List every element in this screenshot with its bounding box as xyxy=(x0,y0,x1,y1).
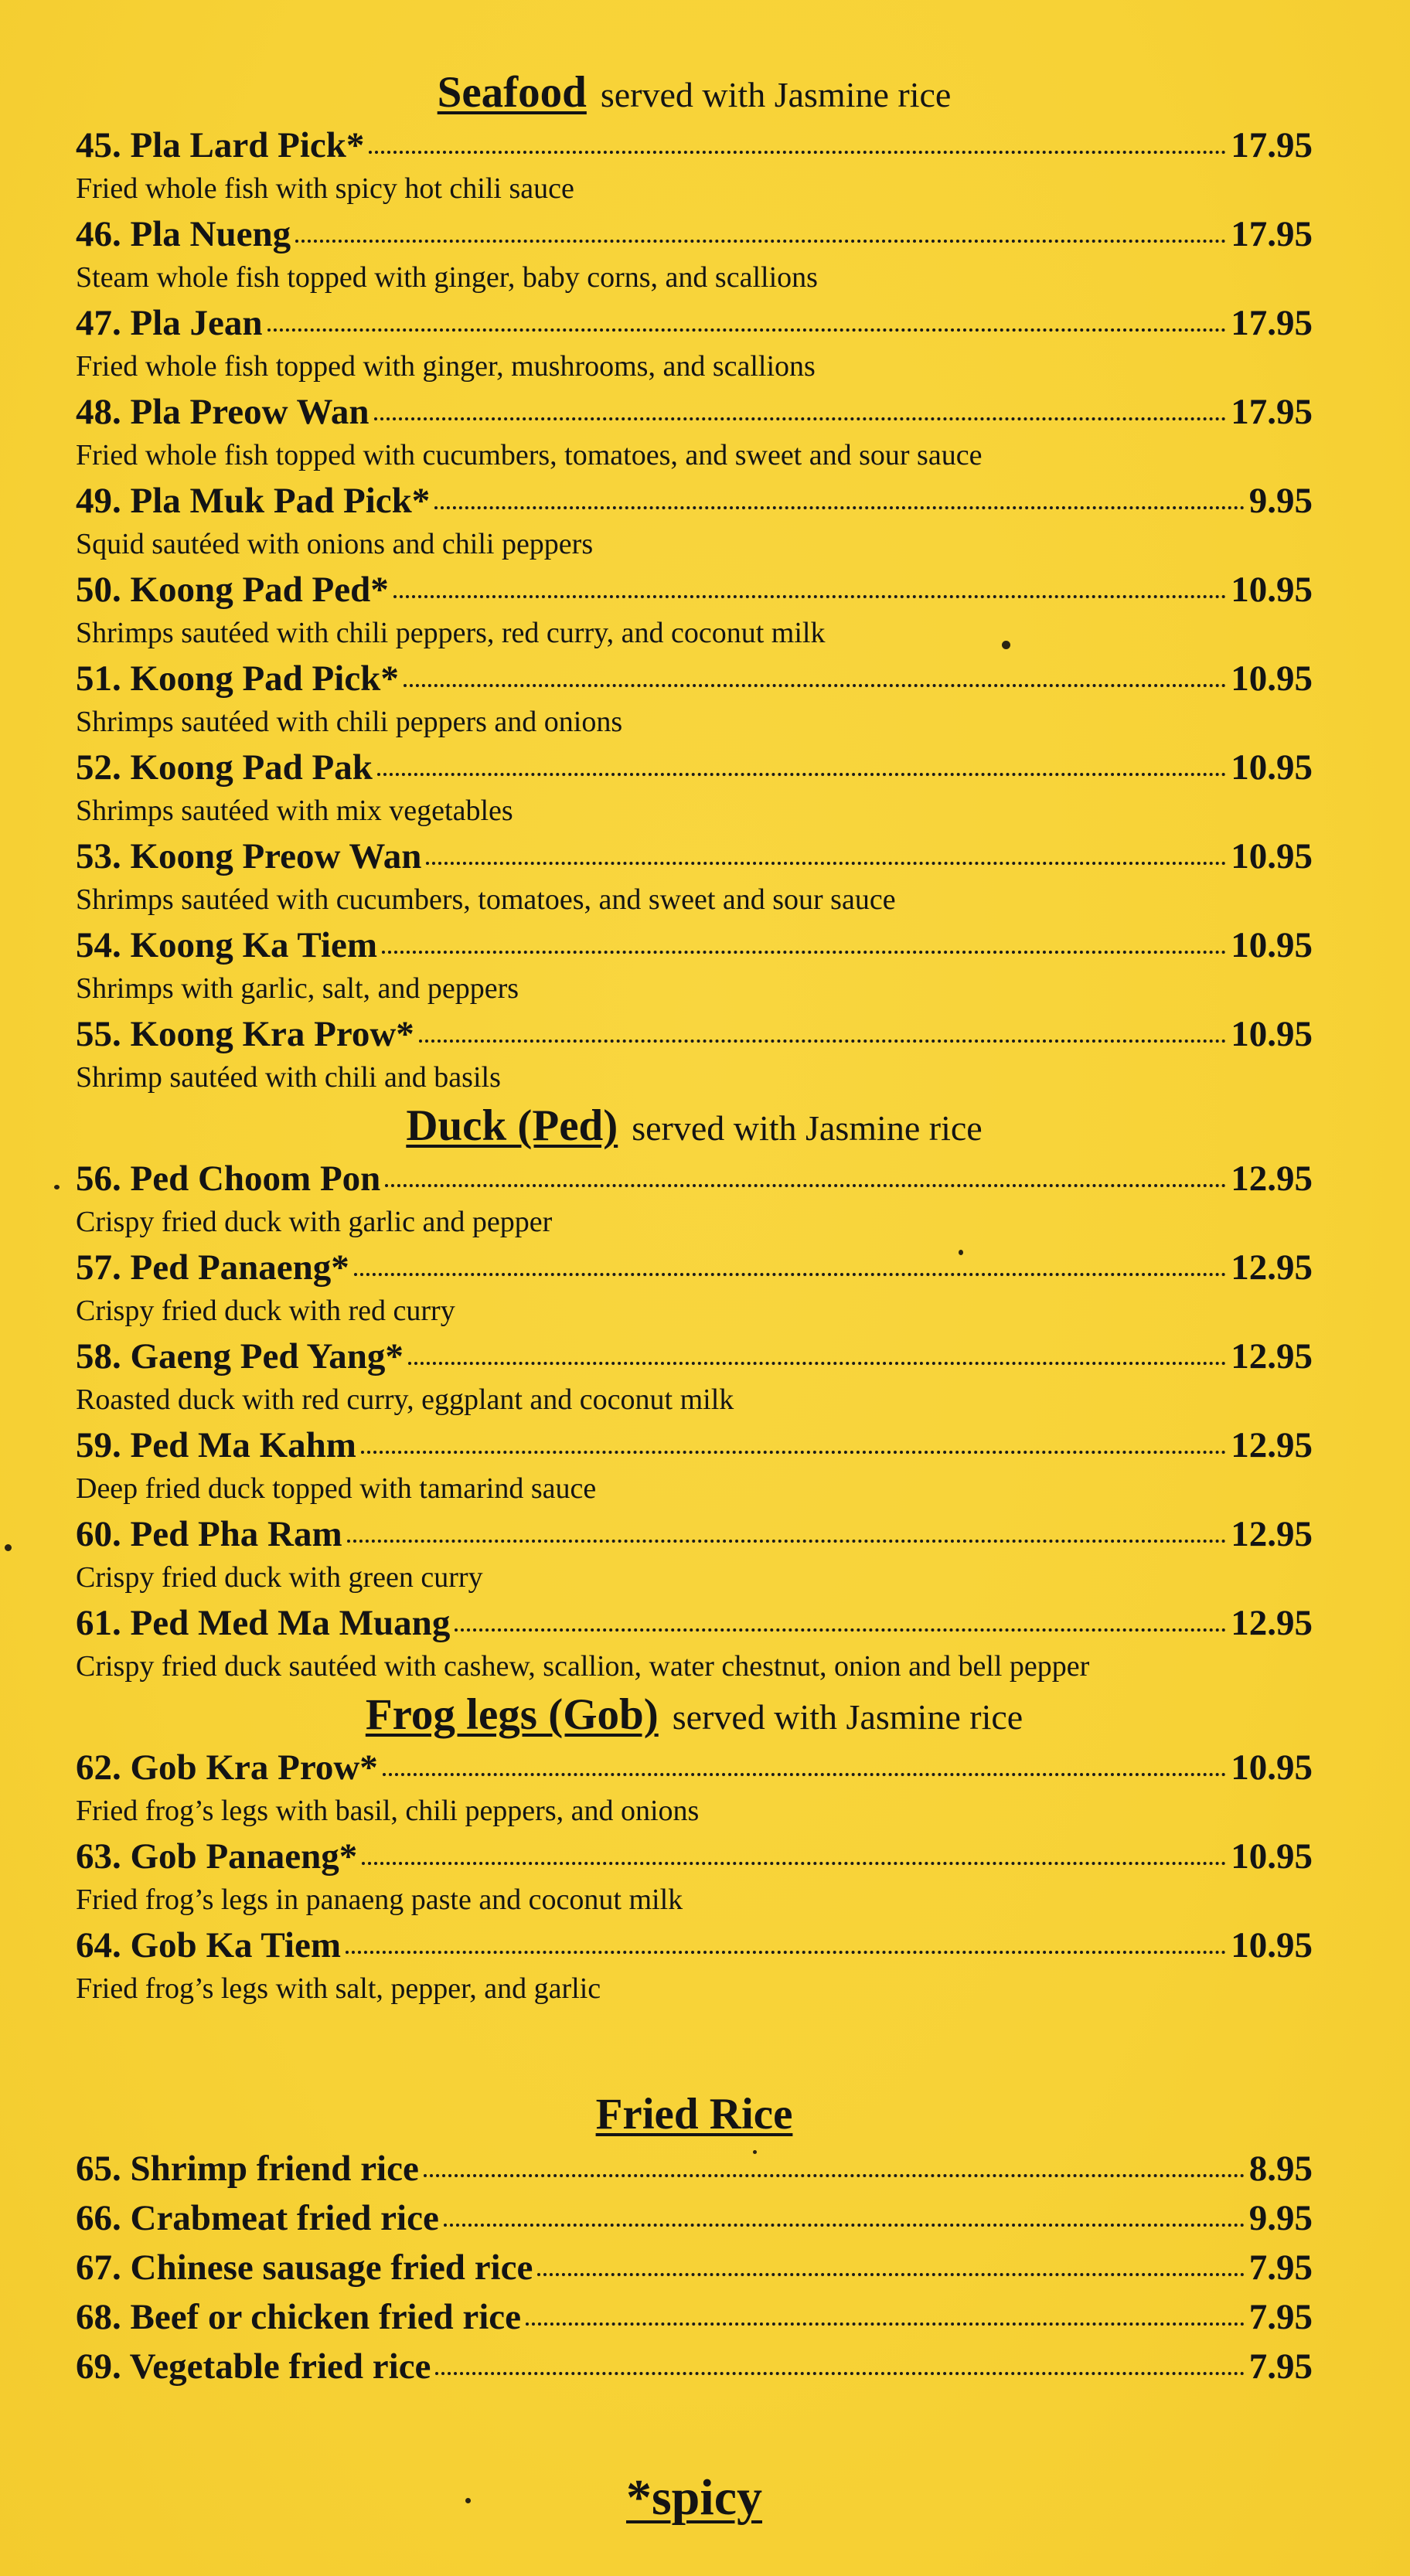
menu-item xyxy=(76,1743,1313,1832)
item-name: 52. Koong Pad Pak xyxy=(76,747,373,788)
item-price: 12.95 xyxy=(1231,1514,1313,1554)
item-price: 12.95 xyxy=(1231,1336,1313,1376)
item-name: 48. Pla Preow Wan xyxy=(76,392,370,432)
dot-leader xyxy=(424,2173,1245,2177)
item-name: 68. Beef or chicken fried rice xyxy=(76,2297,522,2337)
dot-leader xyxy=(346,1950,1226,1954)
menu-item xyxy=(76,1832,1313,1921)
item-price: 7.95 xyxy=(1248,2297,1313,2337)
menu-item xyxy=(76,2243,1313,2292)
menu-content xyxy=(76,65,1313,2527)
item-description: Fried whole fish topped with cucumbers, tomatoes, and sweet and sour sauce xyxy=(76,439,983,471)
menu-item xyxy=(76,1154,1313,1243)
menu-item xyxy=(76,2292,1313,2342)
item-name: 66. Crabmeat fried rice xyxy=(76,2198,439,2238)
item-description: Shrimps with garlic, salt, and peppers xyxy=(76,972,519,1005)
item-price: 12.95 xyxy=(1231,1159,1313,1199)
menu-item xyxy=(76,654,1313,743)
item-description: Fried whole fish with spicy hot chili sauce xyxy=(76,172,574,205)
dot-leader xyxy=(385,1183,1226,1187)
item-name: 54. Koong Ka Tiem xyxy=(76,925,377,965)
item-price: 10.95 xyxy=(1231,1747,1313,1788)
menu-item xyxy=(76,920,1313,1009)
item-price: 10.95 xyxy=(1231,925,1313,965)
dot-leader xyxy=(434,505,1244,509)
section-seafood xyxy=(76,65,1313,1098)
item-name: 49. Pla Muk Pad Pick* xyxy=(76,481,431,521)
menu-item xyxy=(76,476,1313,565)
dot-leader xyxy=(377,772,1226,776)
section-heading xyxy=(76,1687,1313,1743)
dot-leader xyxy=(295,239,1226,243)
dot-leader xyxy=(419,1039,1226,1043)
menu-item xyxy=(76,1921,1313,2009)
menu-item xyxy=(76,2144,1313,2193)
dot-leader xyxy=(383,1772,1226,1776)
item-price: 7.95 xyxy=(1248,2346,1313,2387)
item-description: Fried frog’s legs with salt, pepper, and garlic xyxy=(76,1972,601,2005)
item-description: Shrimps sautéed with chili peppers, red curry, and coconut milk xyxy=(76,617,826,649)
item-price: 17.95 xyxy=(1231,392,1313,432)
section-frog-legs xyxy=(76,1687,1313,2009)
dot-leader xyxy=(382,950,1226,954)
item-name: 63. Gob Panaeng* xyxy=(76,1836,358,1877)
section-subtitle: served with Jasmine rice xyxy=(672,1697,1023,1737)
item-price: 10.95 xyxy=(1231,658,1313,699)
dot-leader xyxy=(374,417,1227,420)
item-price: 17.95 xyxy=(1231,303,1313,343)
item-name: 69. Vegetable fried rice xyxy=(76,2346,431,2387)
dot-leader xyxy=(444,2223,1245,2227)
menu-item xyxy=(76,1009,1313,1098)
section-heading xyxy=(76,65,1313,121)
paper-speck xyxy=(54,1185,60,1189)
item-name: 46. Pla Nueng xyxy=(76,214,291,254)
section-subtitle: served with Jasmine rice xyxy=(600,75,952,114)
item-price: 17.95 xyxy=(1231,125,1313,165)
section-title: Frog legs (Gob) xyxy=(365,1690,659,1739)
dot-leader xyxy=(404,683,1226,687)
item-name: 55. Koong Kra Prow* xyxy=(76,1014,414,1054)
section-duck xyxy=(76,1098,1313,1687)
item-name: 45. Pla Lard Pick* xyxy=(76,125,365,165)
dot-leader xyxy=(537,2272,1244,2276)
item-description: Squid sautéed with onions and chili peppers xyxy=(76,528,594,560)
item-description: Crispy fried duck sautéed with cashew, scallion, water chestnut, onion and bell pepper xyxy=(76,1650,1090,1683)
menu-item xyxy=(76,1332,1313,1421)
menu-item xyxy=(76,1243,1313,1332)
dot-leader xyxy=(455,1628,1226,1632)
item-price: 10.95 xyxy=(1231,1836,1313,1877)
item-name: 62. Gob Kra Prow* xyxy=(76,1747,378,1788)
item-price: 17.95 xyxy=(1231,214,1313,254)
item-description: Crispy fried duck with garlic and pepper xyxy=(76,1206,553,1238)
item-price: 10.95 xyxy=(1231,836,1313,876)
menu-item xyxy=(76,387,1313,476)
menu-item xyxy=(76,2193,1313,2243)
item-description: Crispy fried duck with red curry xyxy=(76,1295,455,1327)
item-price: 10.95 xyxy=(1231,570,1313,610)
item-description: Fried frog’s legs in panaeng paste and coconut milk xyxy=(76,1884,683,1916)
menu-item xyxy=(76,209,1313,298)
item-price: 9.95 xyxy=(1248,2198,1313,2238)
item-price: 9.95 xyxy=(1248,481,1313,521)
item-name: 56. Ped Choom Pon xyxy=(76,1159,381,1199)
dot-leader xyxy=(354,1272,1226,1276)
menu-item xyxy=(76,1598,1313,1687)
item-name: 60. Ped Pha Ram xyxy=(76,1514,342,1554)
item-name: 67. Chinese sausage fried rice xyxy=(76,2248,533,2288)
item-name: 50. Koong Pad Ped* xyxy=(76,570,389,610)
section-subtitle: served with Jasmine rice xyxy=(632,1108,983,1148)
menu-item xyxy=(76,1509,1313,1598)
item-description: Steam whole fish topped with ginger, baby corns, and scallions xyxy=(76,261,818,294)
item-description: Shrimps sautéed with cucumbers, tomatoes, and sweet and sour sauce xyxy=(76,883,896,916)
section-title: Duck (Ped) xyxy=(406,1101,618,1150)
item-price: 8.95 xyxy=(1248,2149,1313,2189)
item-description: Deep fried duck topped with tamarind sauce xyxy=(76,1472,597,1505)
item-name: 61. Ped Med Ma Muang xyxy=(76,1603,451,1643)
item-price: 12.95 xyxy=(1231,1603,1313,1643)
item-description: Shrimp sautéed with chili and basils xyxy=(76,1061,501,1094)
dot-leader xyxy=(435,2371,1244,2375)
item-name: 51. Koong Pad Pick* xyxy=(76,658,399,699)
item-name: 53. Koong Preow Wan xyxy=(76,836,422,876)
dot-leader xyxy=(393,594,1226,598)
dot-leader xyxy=(426,861,1226,865)
item-name: 57. Ped Panaeng* xyxy=(76,1247,349,1288)
dot-leader xyxy=(347,1539,1227,1543)
section-fried-rice xyxy=(76,2087,1313,2391)
dot-leader xyxy=(408,1361,1226,1365)
dot-leader xyxy=(362,1861,1226,1865)
item-description: Roasted duck with red curry, eggplant and coconut milk xyxy=(76,1383,734,1416)
item-name: 58. Gaeng Ped Yang* xyxy=(76,1336,404,1376)
item-name: 65. Shrimp friend rice xyxy=(76,2149,419,2189)
section-title: Fried Rice xyxy=(595,2090,793,2139)
item-description: Shrimps sautéed with mix vegetables xyxy=(76,795,513,827)
menu-item xyxy=(76,2342,1313,2391)
menu-item xyxy=(76,832,1313,920)
item-description: Shrimps sautéed with chili peppers and onions xyxy=(76,706,623,738)
menu-item xyxy=(76,565,1313,654)
dot-leader xyxy=(267,328,1227,332)
section-heading xyxy=(76,1098,1313,1154)
item-description: Fried frog’s legs with basil, chili peppers, and onions xyxy=(76,1795,700,1827)
menu-item xyxy=(76,121,1313,209)
item-price: 10.95 xyxy=(1231,747,1313,788)
item-price: 10.95 xyxy=(1231,1014,1313,1054)
item-description: Crispy fried duck with green curry xyxy=(76,1561,483,1594)
dot-leader xyxy=(526,2322,1245,2326)
item-price: 12.95 xyxy=(1231,1247,1313,1288)
paper-speck xyxy=(5,1544,12,1551)
dot-leader xyxy=(361,1450,1226,1454)
spicy-footnote: *spicy xyxy=(625,2469,763,2526)
section-heading xyxy=(76,2087,1313,2142)
item-description: Fried whole fish topped with ginger, mushrooms, and scallions xyxy=(76,350,816,383)
item-name: 59. Ped Ma Kahm xyxy=(76,1425,356,1465)
item-name: 64. Gob Ka Tiem xyxy=(76,1925,341,1965)
item-price: 12.95 xyxy=(1231,1425,1313,1465)
item-price: 7.95 xyxy=(1248,2248,1313,2288)
item-name: 47. Pla Jean xyxy=(76,303,263,343)
menu-item xyxy=(76,743,1313,832)
menu-item xyxy=(76,298,1313,387)
item-price: 10.95 xyxy=(1231,1925,1313,1965)
section-title: Seafood xyxy=(437,68,587,117)
dot-leader xyxy=(369,150,1226,154)
menu-item xyxy=(76,1421,1313,1509)
